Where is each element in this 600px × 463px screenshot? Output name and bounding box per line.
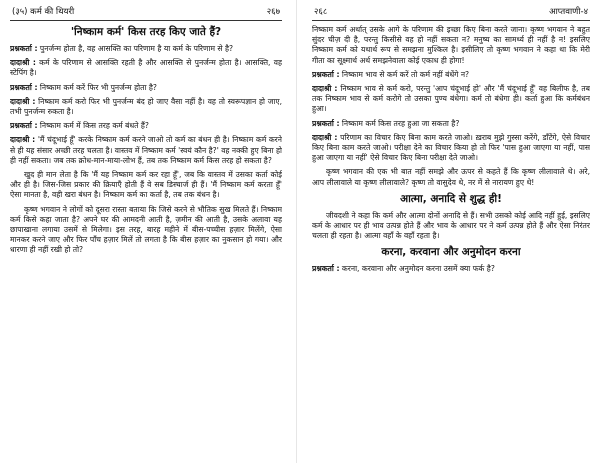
right-header-book-title: आप्तवाणी-४: [549, 7, 588, 17]
paragraph-text: निष्काम कर्म करें फिर भी पुनर्जन्म होता है?: [39, 82, 157, 92]
paragraph-text: निष्काम कर्म किस तरह हुआ जा सकता है?: [341, 118, 460, 128]
paragraph-text: परिणाम का विचार किए बिना काम करते जाओ। ख़राब मुझे गुस्सा करेंगे, डाँटेंगे, ऐसे विचार किए बिना काम करते जाओ। परीक्षा देने का विचार किया हो तो फिर 'पास हुआ जाएगा या नहीं, पास हुआ जाएगा या नहीं' ऐसे विचार किए बिना परीक्षा देते जाओ।: [312, 132, 590, 163]
speaker-label: दादाश्री :: [10, 135, 36, 145]
section-title: आत्मा, अनादि से शुद्ध ही!: [400, 192, 502, 205]
paragraph-text: कृष्ण भगवान की एक भी बात नहीं समझे और ऊपर से कहते हैं कि कृष्ण लीलावाले थे। अरे, आप लीलावाले या कृष्ण लीलावाले? कृष्ण तो वासुदेव थे, नर में से नारायण हुए थे!: [312, 167, 590, 187]
paragraph: [312, 211, 590, 242]
speaker-label: प्रश्नकर्ता :: [10, 121, 38, 131]
paragraph: [312, 133, 590, 164]
section-title: करना, करवाना और अनुमोदन करना: [381, 246, 521, 259]
paragraph-text: निष्काम कर्म में किस तरह कर्म बंधते हैं?: [39, 121, 149, 131]
speaker-label: प्रश्नकर्ता :: [312, 264, 340, 274]
paragraph: [10, 121, 282, 131]
paragraph: [10, 83, 282, 93]
paragraph: [10, 205, 282, 256]
speaker-label: प्रश्नकर्ता :: [312, 118, 340, 128]
paragraph-text: निष्काम भाव से कर्म करें तो कर्म नहीं बंधेंगे न?: [341, 69, 470, 79]
paragraph-text: पुनर्जन्म होता है, वह आसक्ति का परिणाम है या कर्म के परिणाम से है?: [39, 44, 234, 53]
speaker-label: प्रश्नकर्ता :: [312, 69, 340, 79]
paragraph: [312, 84, 590, 115]
paragraph: [10, 97, 282, 117]
book-gutter: [296, 0, 297, 463]
paragraph: [10, 170, 282, 201]
paragraph: [312, 119, 590, 129]
paragraph-text: निष्काम भाव से कर्म करो, परन्तु 'आप चंदूभाई हो' और 'मैं चंदूभाई हूँ' वह बिलीफ है, तब तक निष्काम भाव से कर्म करोगे तो उसका पुण्य बंधेगा। कर्म तो बंधेगा ही। कर्ता हुआ कि कर्मबंधन हुआ।: [312, 84, 590, 114]
speaker-label: दादाश्री :: [312, 84, 338, 94]
right-page-header: [312, 6, 590, 21]
paragraph: [10, 44, 282, 54]
speaker-label: प्रश्नकर्ता :: [10, 44, 38, 53]
left-page-header: [10, 6, 282, 21]
paragraph: [312, 70, 590, 80]
paragraph-text: निष्काम कर्म अर्थात् उसके आगे के परिणाम की इच्छा किए बिना करते जाना। कृष्ण भगवान ने बहुत सुंदर चीज़ दी है, परन्तु किसीसे वह हो नहीं सकता न? मनुष्य का सामर्थ्य ही नहीं है न! इसलिए निष्काम कर्म को यथार्थ रूप से समझना मुश्किल है। इसीलिए तो कृष्ण भगवान ने कहा था कि मेरी गीता का सूक्ष्मार्थ अर्थ समझनेवाला कोई एकाध ही होगा!: [312, 25, 590, 65]
paragraph: [10, 58, 282, 78]
paragraph: [312, 167, 590, 187]
left-header-chapter: (३५) कर्म की थियरी: [12, 7, 75, 17]
right-page-number: २६८: [314, 7, 328, 17]
paragraph-text: कर्म के परिणाम से आसक्ति रहती है और आसक्ति से पुनर्जन्म होता है। आसक्ति, वह स्टेपिंग है।: [10, 58, 282, 78]
left-page: [10, 6, 282, 458]
speaker-label: दादाश्री :: [10, 58, 36, 68]
right-page: [312, 6, 590, 458]
paragraph-text: खुद ही मान लेता है कि 'मैं यह निष्काम कर्म कर रहा हूँ', जब कि वास्तव में उसका कर्ता कोई और ही है। जिस-जिस प्रकार की क्रियाएँ होती हैं वे सब डिस्चार्ज ही हैं। 'मैं निष्काम कर्म करता हूँ' ऐसा मानता है, वही खरा बंधन है। निष्काम कर्म का कर्ता है, तब तक बंधन है।: [10, 170, 282, 200]
paragraph-text: जीवदशी ने कहा कि कर्म और आत्मा दोनों अनादि से हैं। सभी उसको कोई आदि नहीं हुई, इसलिए कर्म के आधार पर ही भाव उत्पन्न होते हैं और भाव के आधार पर ने कर्म उत्पन्न होते हैं और ऐसा निरंतर चलता ही रहता है। आत्मा वहाँ के वहाँ रहता है।: [312, 210, 590, 241]
paragraph: [10, 135, 282, 166]
speaker-label: प्रश्नकर्ता :: [10, 82, 38, 92]
paragraph: [312, 25, 590, 66]
paragraph: [312, 264, 590, 274]
speaker-label: दादाश्री :: [312, 132, 338, 142]
paragraph-text: करना, करवाना और अनुमोदन करना उसमें क्या फर्क है?: [341, 264, 495, 274]
left-page-number: २६७: [266, 7, 280, 17]
section-title: 'निष्काम कर्म' किस तरह किए जाते हैं?: [70, 26, 222, 38]
speaker-label: दादाश्री :: [10, 96, 36, 106]
paragraph-text: निष्काम कर्म करो फिर भी पुनर्जन्म बंद हो जाए वैसा नहीं है। वह तो स्वरूपज्ञान हो जाए, तभी पुनर्जन्म रुकता है।: [10, 96, 282, 117]
paragraph-text: कृष्ण भगवान ने लोगों को दूसरा रास्ता बताया कि जिसे करने से भौतिक सुख मिलते हैं। निष्काम कर्म किसे कहा जाता है? अपने घर की आमदनी आती है, ज़मीन की आती है, उसके अलावा यह छापाखाना लगाया उसमें से मिलेगा। इस तरह, बारह महीने में बीस-पच्चीस हज़ार मिलेंगे, ऐसा मानकर करने जाए और फिर पाँच हज़ार मिलें तो लगता है कि बीस हज़ार का नुकसान हो गया। और धारणा ही नहीं रखी हो तो?: [10, 204, 282, 255]
paragraph-text: 'मैं चंदूभाई हूँ' करके निष्काम कर्म करने जाओ तो कर्म का बंधन ही है। निष्काम कर्म करने से ही यह संसार अच्छी तरह चलता है। वास्तव में निष्काम कर्म 'स्वयं कौन है?' वह नक्की हुए बिना हो ही नहीं सकता। जब तक क्रोध-मान-माया-लोभ हैं, तब तक निष्काम कर्म किस तरह हो सकता है?: [10, 135, 282, 165]
